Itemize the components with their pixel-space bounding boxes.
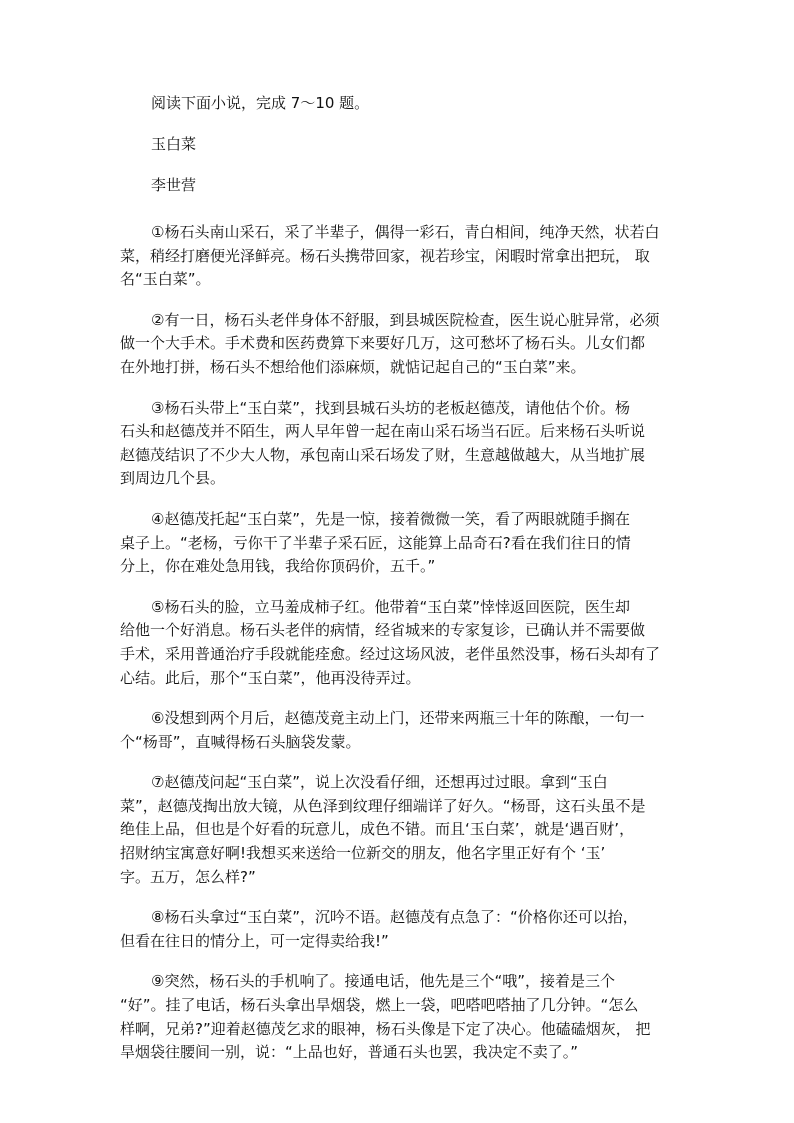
paragraph-3 bbox=[120, 397, 674, 491]
paragraph-line: ③杨石头带上“玉白菜”，找到县城石头坊的老板赵德茂，请他估个价。杨 bbox=[151, 398, 630, 417]
paragraph-line: 绝佳上品，但也是个好看的玩意儿，成色不错。而且‘玉白菜’，就是‘遇百财’， bbox=[120, 820, 635, 839]
story-body bbox=[120, 221, 674, 1065]
story-author: 李世营 bbox=[151, 176, 197, 194]
paragraph-line: 招财纳宝寓意好啊!我想买来送给一位新交的朋友，他名字里正好有个 ‘玉’ bbox=[120, 844, 606, 863]
paragraph-line: 做一个大手术。手术费和医药费算下来要好几万，这可愁坏了杨石头。儿女们都 bbox=[120, 334, 646, 353]
paragraph-line: 分上，你在难处急用钱，我给你顶码价，五千。” bbox=[120, 557, 436, 576]
paragraph-line: ②有一日，杨石头老伴身体不舒服，到县城医院检查，医生说心脏异常，必须 bbox=[151, 310, 660, 329]
paragraph-line: 名“玉白菜”。 bbox=[120, 270, 211, 289]
paragraph-line: 菜，稍经打磨便光泽鲜亮。杨石头携带回家，视若珍宝，闲暇时常拿出把玩， 取 bbox=[120, 246, 650, 265]
paragraph-8 bbox=[120, 906, 674, 953]
paragraph-line: ⑤杨石头的脸，立马羞成柿子红。他带着“玉白菜”悻悻返回医院，医生却 bbox=[151, 597, 630, 616]
paragraph-line: ⑨突然，杨石头的手机响了。接通电话，他先是三个“哦”，接着是三个 bbox=[151, 972, 615, 991]
paragraph-line: 但看在往日的情分上，可一定得卖给我!” bbox=[120, 931, 389, 950]
paragraph-line: 桌子上。“老杨，亏你干了半辈子采石匠，这能算上品奇石?看在我们往日的情 bbox=[120, 533, 631, 552]
paragraph-line: 石头和赵德茂并不陌生，两人早年曾一起在南山采石场当石匠。后来杨石头听说 bbox=[120, 422, 646, 441]
paragraph-line: 手术，采用普通治疗手段就能痊愈。经过这场风波，老伴虽然没事，杨石头却有了 bbox=[120, 644, 661, 663]
paragraph-line: 字。五万，怎么样?” bbox=[120, 867, 256, 886]
paragraph-line: 旱烟袋往腰间一别，说：“上品也好，普通石头也罢，我决定不卖了。” bbox=[120, 1043, 579, 1062]
paragraph-line: 心结。此后，那个“玉白菜”，他再没待弄过。 bbox=[120, 668, 421, 687]
paragraph-line: 赵德茂结识了不少大人物，承包南山采石场发了财，生意越做越大，从当地扩展 bbox=[120, 445, 646, 464]
paragraph-line: “好”。挂了电话，杨石头拿出旱烟袋，燃上一袋，吧嗒吧嗒抽了几分钟。“怎么 bbox=[120, 996, 639, 1015]
paragraph-line: 到周边几个县。 bbox=[120, 469, 226, 488]
paragraph-line: 个“杨哥”，直喊得杨石头脑袋发蒙。 bbox=[120, 732, 361, 751]
paragraph-7 bbox=[120, 771, 674, 889]
paragraph-line: 样啊，兄弟?”迎着赵德茂乞求的眼神，杨石头像是下定了决心。他磕磕烟灰， 把 bbox=[120, 1019, 651, 1038]
paragraph-6 bbox=[120, 707, 674, 754]
paragraph-line: ⑧杨石头拿过“玉白菜”，沉吟不语。赵德茂有点急了：“价格你还可以抬， bbox=[151, 908, 638, 927]
instruction-line: 阅读下面小说，完成 7～10 题。 bbox=[151, 94, 370, 112]
paragraph-4 bbox=[120, 508, 674, 579]
paragraph-5 bbox=[120, 596, 674, 690]
paragraph-1 bbox=[120, 221, 674, 292]
paragraph-line: ④赵德茂托起“玉白菜”，先是一惊，接着微微一笑，看了两眼就随手搁在 bbox=[151, 509, 630, 528]
paragraph-line: 在外地打拼，杨石头不想给他们添麻烦，就惦记起自己的“玉白菜”来。 bbox=[120, 357, 586, 376]
paragraph-line: 菜”，赵德茂掏出放大镜，从色泽到纹理仔细端详了好久。“杨哥，这石头虽不是 bbox=[120, 796, 646, 815]
paragraph-line: ①杨石头南山采石，采了半辈子，偶得一彩石，青白相间，纯净天然，状若白 bbox=[151, 223, 660, 241]
paragraph-line: ⑦赵德茂问起“玉白菜”，说上次没看仔细，还想再过过眼。拿到“玉白 bbox=[151, 773, 608, 792]
paragraph-line: ⑥没想到两个月后，赵德茂竟主动上门，还带来两瓶三十年的陈酿，一句一 bbox=[151, 709, 645, 728]
paragraph-9 bbox=[120, 970, 674, 1064]
paragraph-line: 给他一个好消息。杨石头老伴的病情，经省城来的专家复诊，已确认并不需要做 bbox=[120, 621, 646, 640]
paragraph-2 bbox=[120, 309, 674, 380]
story-title: 玉白菜 bbox=[151, 135, 197, 153]
